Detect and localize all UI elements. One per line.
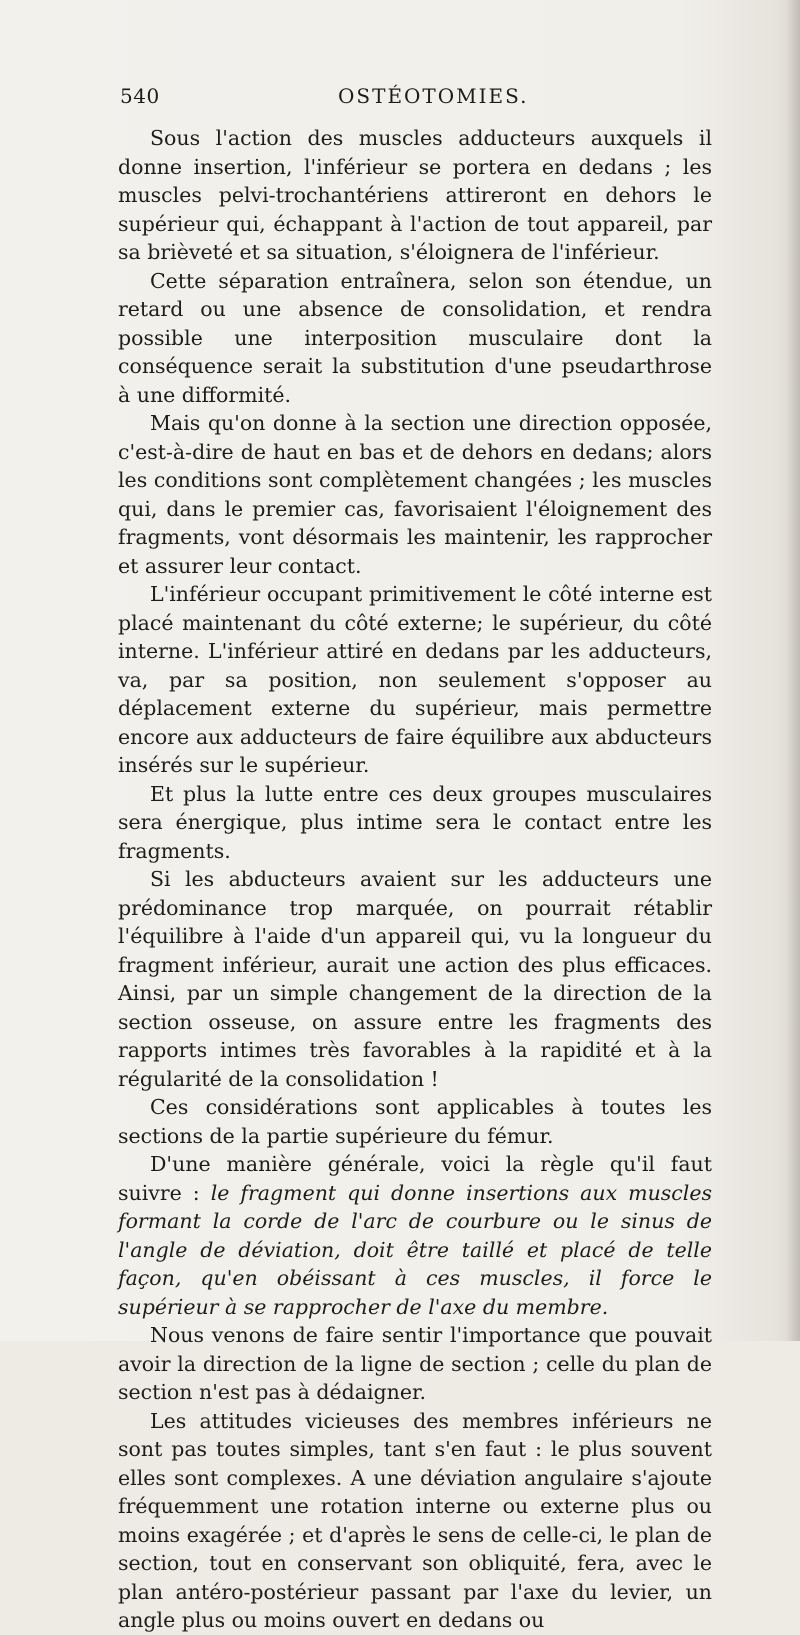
paragraph: Nous venons de faire sentir l'importance que pouvait avoir la direction de la ligne de section ; celle du plan de section n'est pas à dédaigner. (118, 1323, 712, 1404)
paragraph: Cette séparation entraînera, selon son étendue, un retard ou une absence de consolidation, et rendra possible une interposition musculaire dont la conséquence serait la substitution d'une pseudarthrose à une difformité. (118, 268, 712, 407)
page-edge-shadow (786, 0, 800, 1341)
rule-statement: le fragment qui donne insertions aux muscles formant la corde de l'arc de courbure ou le sinus de l'angle de déviation, doit être taillé et placé de telle façon, qu'en obéissant à ces muscles, il force le supérieur à se rapprocher de l'axe du membre. (118, 1180, 712, 1319)
rule-paragraph (118, 1150, 712, 1321)
rule-intro: D'une manière générale, voici la règle qu'il faut suivre : (118, 1152, 712, 1205)
paragraph: Si les abducteurs avaient sur les adducteurs une prédominance trop marquée, on pourrait rétablir l'équilibre à l'aide d'un appareil qui, vu la longueur du fragment inférieur, aurait une action des plus efficaces. Ainsi, par un simple changement de la direction de la section osseuse, on assure entre les fragments des rapports intimes très favorables à la rapidité et à la régularité de la consolidation ! (118, 867, 712, 1091)
paragraph: Sous l'action des muscles adducteurs auxquels il donne insertion, l'inférieur se portera en dedans ; les muscles pelvi-trochantériens attireront en dehors le supérieur qui, échappant à l'action de tout appareil, par sa brièveté et sa situation, s'éloignera de l'inférieur. (118, 126, 712, 264)
paragraph: Les attitudes vicieuses des membres inférieurs ne sont pas toutes simples, tant s'en faut : le plus souvent elles sont complexes. A une déviation angulaire s'ajoute fréquemment une rotation interne ou externe plus ou moins exagérée ; et d'après le sens de celle-ci, le plan de section, tout en conservant son obliquité, fera, avec le plan antéro-postérieur passant par l'axe du levier, un angle plus ou moins ouvert en dedans ou (118, 1408, 712, 1632)
page-header (120, 84, 700, 114)
body-text (118, 124, 712, 1635)
page-number: 540 (120, 84, 160, 108)
paragraph: Mais qu'on donne à la section une direction opposée, c'est-à-dire de haut en bas et de dehors en dedans; alors les conditions sont complètement changées ; les muscles qui, dans le premier cas, favorisaient l'éloignement des fragments, vont désormais les maintenir, les rapprocher et assurer leur contact. (118, 411, 712, 578)
paragraph: Ces considérations sont applicables à toutes les sections de la partie supérieure du fémur. (118, 1095, 712, 1148)
paragraph: L'inférieur occupant primitivement le côté interne est placé maintenant du côté externe; le supérieur, du côté interne. L'inférieur attiré en dedans par les adducteurs, va, par sa position, non seulement s'opposer au déplacement externe du supérieur, mais permettre encore aux adducteurs de faire équilibre aux abducteurs insérés sur le supérieur. (118, 582, 712, 777)
paragraph: Et plus la lutte entre ces deux groupes musculaires sera énergique, plus intime sera le contact entre les fragments. (118, 781, 712, 863)
running-head: OSTÉOTOMIES. (338, 84, 529, 108)
